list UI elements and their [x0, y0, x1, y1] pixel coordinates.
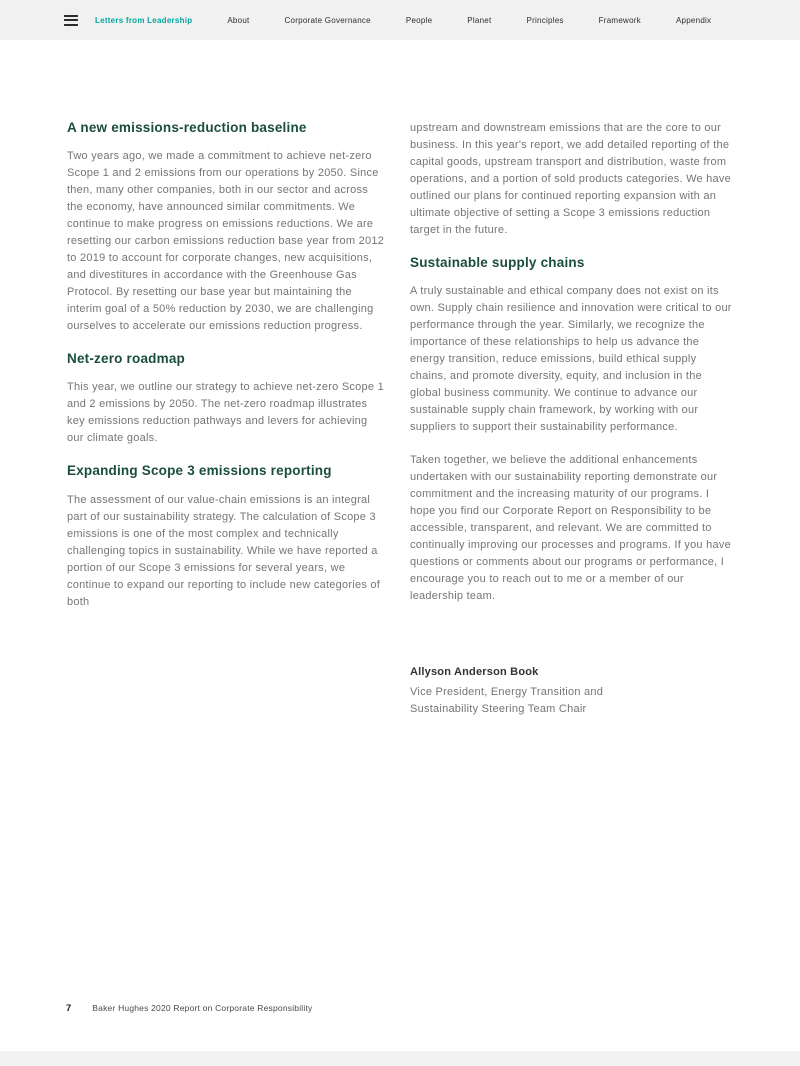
nav-item-people[interactable]: People: [405, 15, 433, 25]
nav-item-principles[interactable]: Principles: [526, 15, 564, 25]
left-column: [67, 120, 387, 718]
letter-content: [0, 40, 800, 718]
page-number: 7: [66, 1003, 72, 1014]
body-paragraph: The assessment of our value-chain emissions is an integral part of our sustainability strategy. The calculation of Scope 3 emissions is one of the most complex and technically challenging topics in sustainability. While we have reported a portion of our Scope 3 emissions for several years, we continue to expand our reporting to include new categories of both: [67, 493, 381, 608]
section-heading: Net-zero roadmap: [67, 351, 185, 367]
nav-items: [95, 16, 736, 25]
nav-item-framework[interactable]: Framework: [598, 15, 641, 25]
signature-title-line-1: Vice President, Energy Transition and: [410, 686, 604, 699]
signature-title-line-2: Sustainability Steering Team Chair: [410, 703, 587, 716]
nav-item-appendix[interactable]: Appendix: [675, 15, 712, 25]
body-paragraph: This year, we outline our strategy to achieve net-zero Scope 1 and 2 emissions by 2050. The net-zero roadmap illustrates key emissions reduction pathways and levers for achieving our climate goals.: [67, 381, 384, 445]
report-title: Baker Hughes 2020 Report on Corporate Responsibility: [92, 1003, 313, 1013]
section-heading: A new emissions-reduction baseline: [67, 120, 307, 135]
hamburger-menu-icon[interactable]: [64, 15, 78, 26]
section-heading: Expanding Scope 3 emissions reporting: [67, 463, 332, 479]
top-nav: [0, 0, 800, 40]
body-paragraph: A truly sustainable and ethical company does not exist on its own. Supply chain resilience and innovation were critical to our performance through the year. Similarly, we recognize the importance of these relationships to help us advance the energy transition, reduce emissions, build ethical supply chains, and promote diversity, equity, and inclusion in the global business community. We continue to advance our sustainable supply chain framework, by working with our suppliers to support their sustainability performance.: [410, 285, 732, 434]
page-footer: [66, 1003, 312, 1014]
section-heading: Sustainable supply chains: [410, 255, 585, 270]
body-paragraph: upstream and downstream emissions that are the core to our business. In this year's report, we add detailed reporting of the capital goods, upstream transport and distribution, waste from operations, and a portion of sold products categories. We have outlined our plans for continued reporting expansion with an ultimate objective of setting a Scope 3 emissions reduction target in the future.: [410, 122, 732, 236]
signature-block: [410, 666, 733, 718]
nav-item-about[interactable]: About: [227, 15, 250, 25]
nav-item-corporate-governance[interactable]: Corporate Governance: [284, 15, 371, 25]
nav-item-letters-from-leadership[interactable]: Letters from Leadership: [95, 15, 193, 25]
body-paragraph: Taken together, we believe the additional enhancements undertaken with our sustainability reporting demonstrate our commitment and the increasing maturity of our programs. I hope you find our Corporate Report on Responsibility to be accessible, transparent, and relevant. We are committed to continually improving our processes and programs. If you have questions or comments about our programs or performance, I encourage you to reach out to me or a member of our leadership team.: [410, 454, 731, 603]
nav-item-planet[interactable]: Planet: [467, 15, 492, 25]
body-paragraph: Two years ago, we made a commitment to achieve net-zero Scope 1 and 2 emissions from our operations by 2050. Since then, many other companies, both in our sector and across the economy, have announced similar commitments. We continue to make progress on emissions reductions. We are resetting our carbon emissions reduction base year from 2012 to 2019 to account for corporate changes, new acquisitions, and divestitures in accordance with the Greenhouse Gas Protocol. By resetting our base year but maintaining the interim goal of a 50% reduction by 2030, we are challenging ourselves to accelerate our emissions reduction progress.: [67, 150, 385, 333]
signature-name: Allyson Anderson Book: [410, 666, 539, 679]
bottom-bar: [0, 1051, 800, 1066]
right-column: [410, 120, 733, 718]
